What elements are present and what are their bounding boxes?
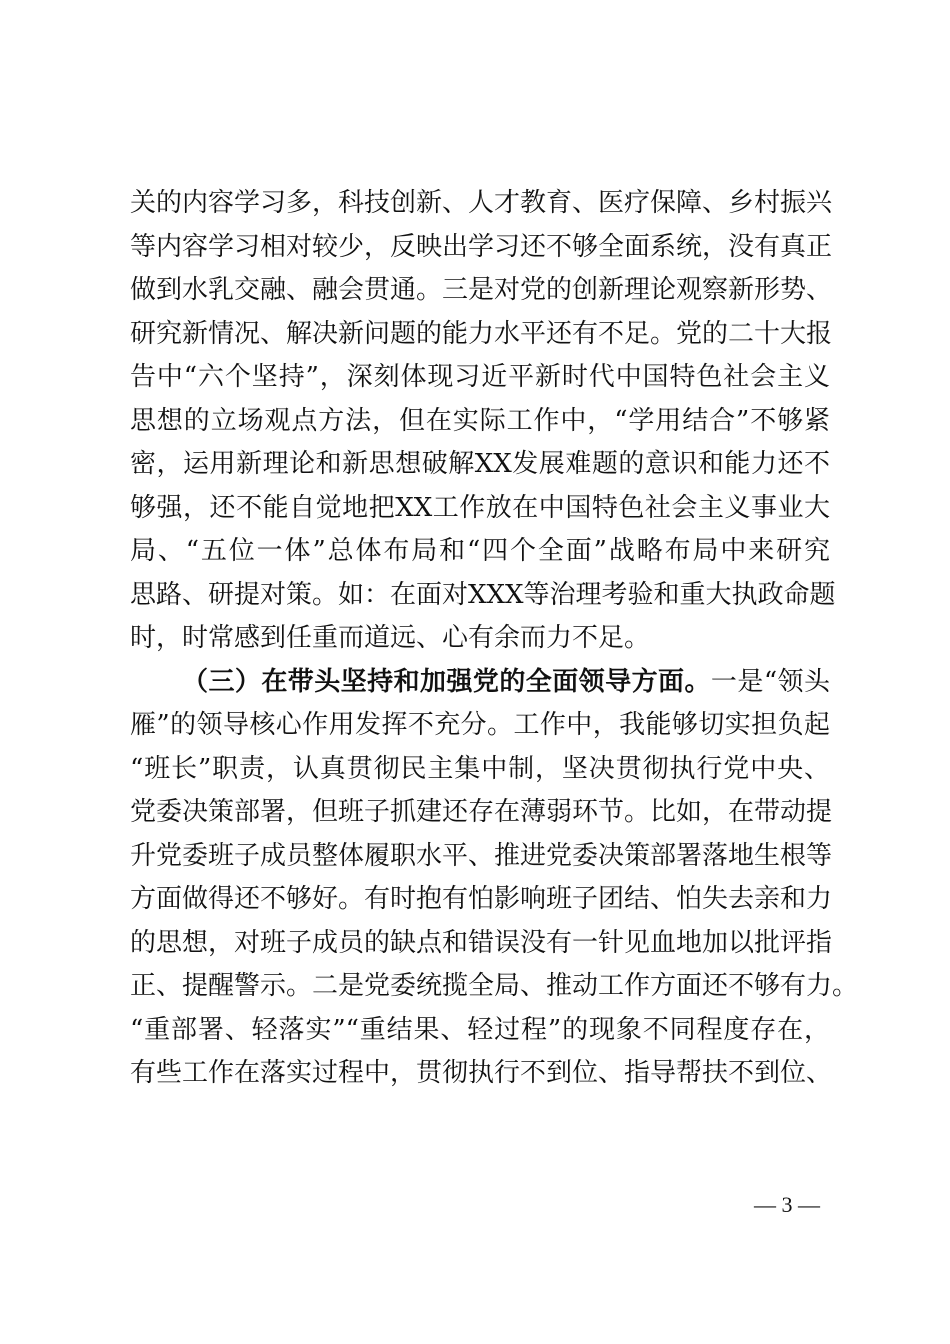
text-line: “班长”职责，认真贯彻民主集中制，坚决贯彻执行党中央、 bbox=[130, 753, 830, 784]
text-line: 正、提醒警示。二是党委统揽全局、推动工作方面还不够有力。 bbox=[130, 971, 859, 1001]
text-line: 方面做得还不够好。有时抱有怕影响班子团结、怕失去亲和力 bbox=[130, 884, 833, 914]
text-line: 思想的立场观点方法，但在实际工作中，“学用结合”不够紧 bbox=[130, 405, 830, 436]
text-line: 的思想，对班子成员的缺点和错误没有一针见血地加以批评指 bbox=[130, 927, 833, 958]
text-line: 告中“六个坚持”，深刻体现习近平新时代中国特色社会主义 bbox=[130, 362, 830, 392]
text-line: 思路、研提对策。如：在面对XXX等治理考验和重大执政命题 bbox=[130, 579, 836, 610]
text-line: 时，时常感到任重而道远、心有余而力不足。 bbox=[130, 623, 651, 653]
text-line: 党委决策部署，但班子抓建还存在薄弱环节。比如，在带动提 bbox=[130, 797, 833, 827]
text-line: 等内容学习相对较少，反映出学习还不够全面系统，没有真正 bbox=[130, 231, 833, 262]
text-line: 密，运用新理论和新思想破解XX发展难题的意识和能力还不 bbox=[130, 449, 830, 479]
text-line: 够强，还不能自觉地把XX工作放在中国特色社会主义事业大 bbox=[130, 492, 830, 523]
body-text bbox=[130, 182, 859, 1096]
text-line: 雁”的领导核心作用发挥不充分。工作中，我能够切实担负起 bbox=[130, 710, 830, 740]
text-line: “重部署、轻落实”“重结果、轻过程”的现象不同程度存在， bbox=[130, 1014, 830, 1045]
text-line: 关的内容学习多，科技创新、人才教育、医疗保障、乡村振兴 bbox=[130, 188, 833, 218]
section-heading: （三）在带头坚持和加强党的全面领导方面。 bbox=[182, 666, 711, 697]
section-first-line-text: 一是“领头 bbox=[710, 666, 830, 697]
text-line: 升党委班子成员整体履职水平、推进党委决策部署落地生根等 bbox=[130, 840, 833, 871]
text-line: 做到水乳交融、融会贯通。三是对党的创新理论观察新形势、 bbox=[130, 275, 833, 305]
text-line: 有些工作在落实过程中，贯彻执行不到位、指导帮扶不到位、 bbox=[130, 1058, 833, 1088]
text-line: 研究新情况、解决新问题的能力水平还有不足。党的二十大报 bbox=[130, 318, 833, 349]
text-line: 局、“五位一体”总体布局和“四个全面”战略布局中来研究 bbox=[130, 536, 830, 566]
page-number: — 3 — bbox=[754, 1192, 820, 1217]
section-first-line bbox=[130, 661, 830, 705]
